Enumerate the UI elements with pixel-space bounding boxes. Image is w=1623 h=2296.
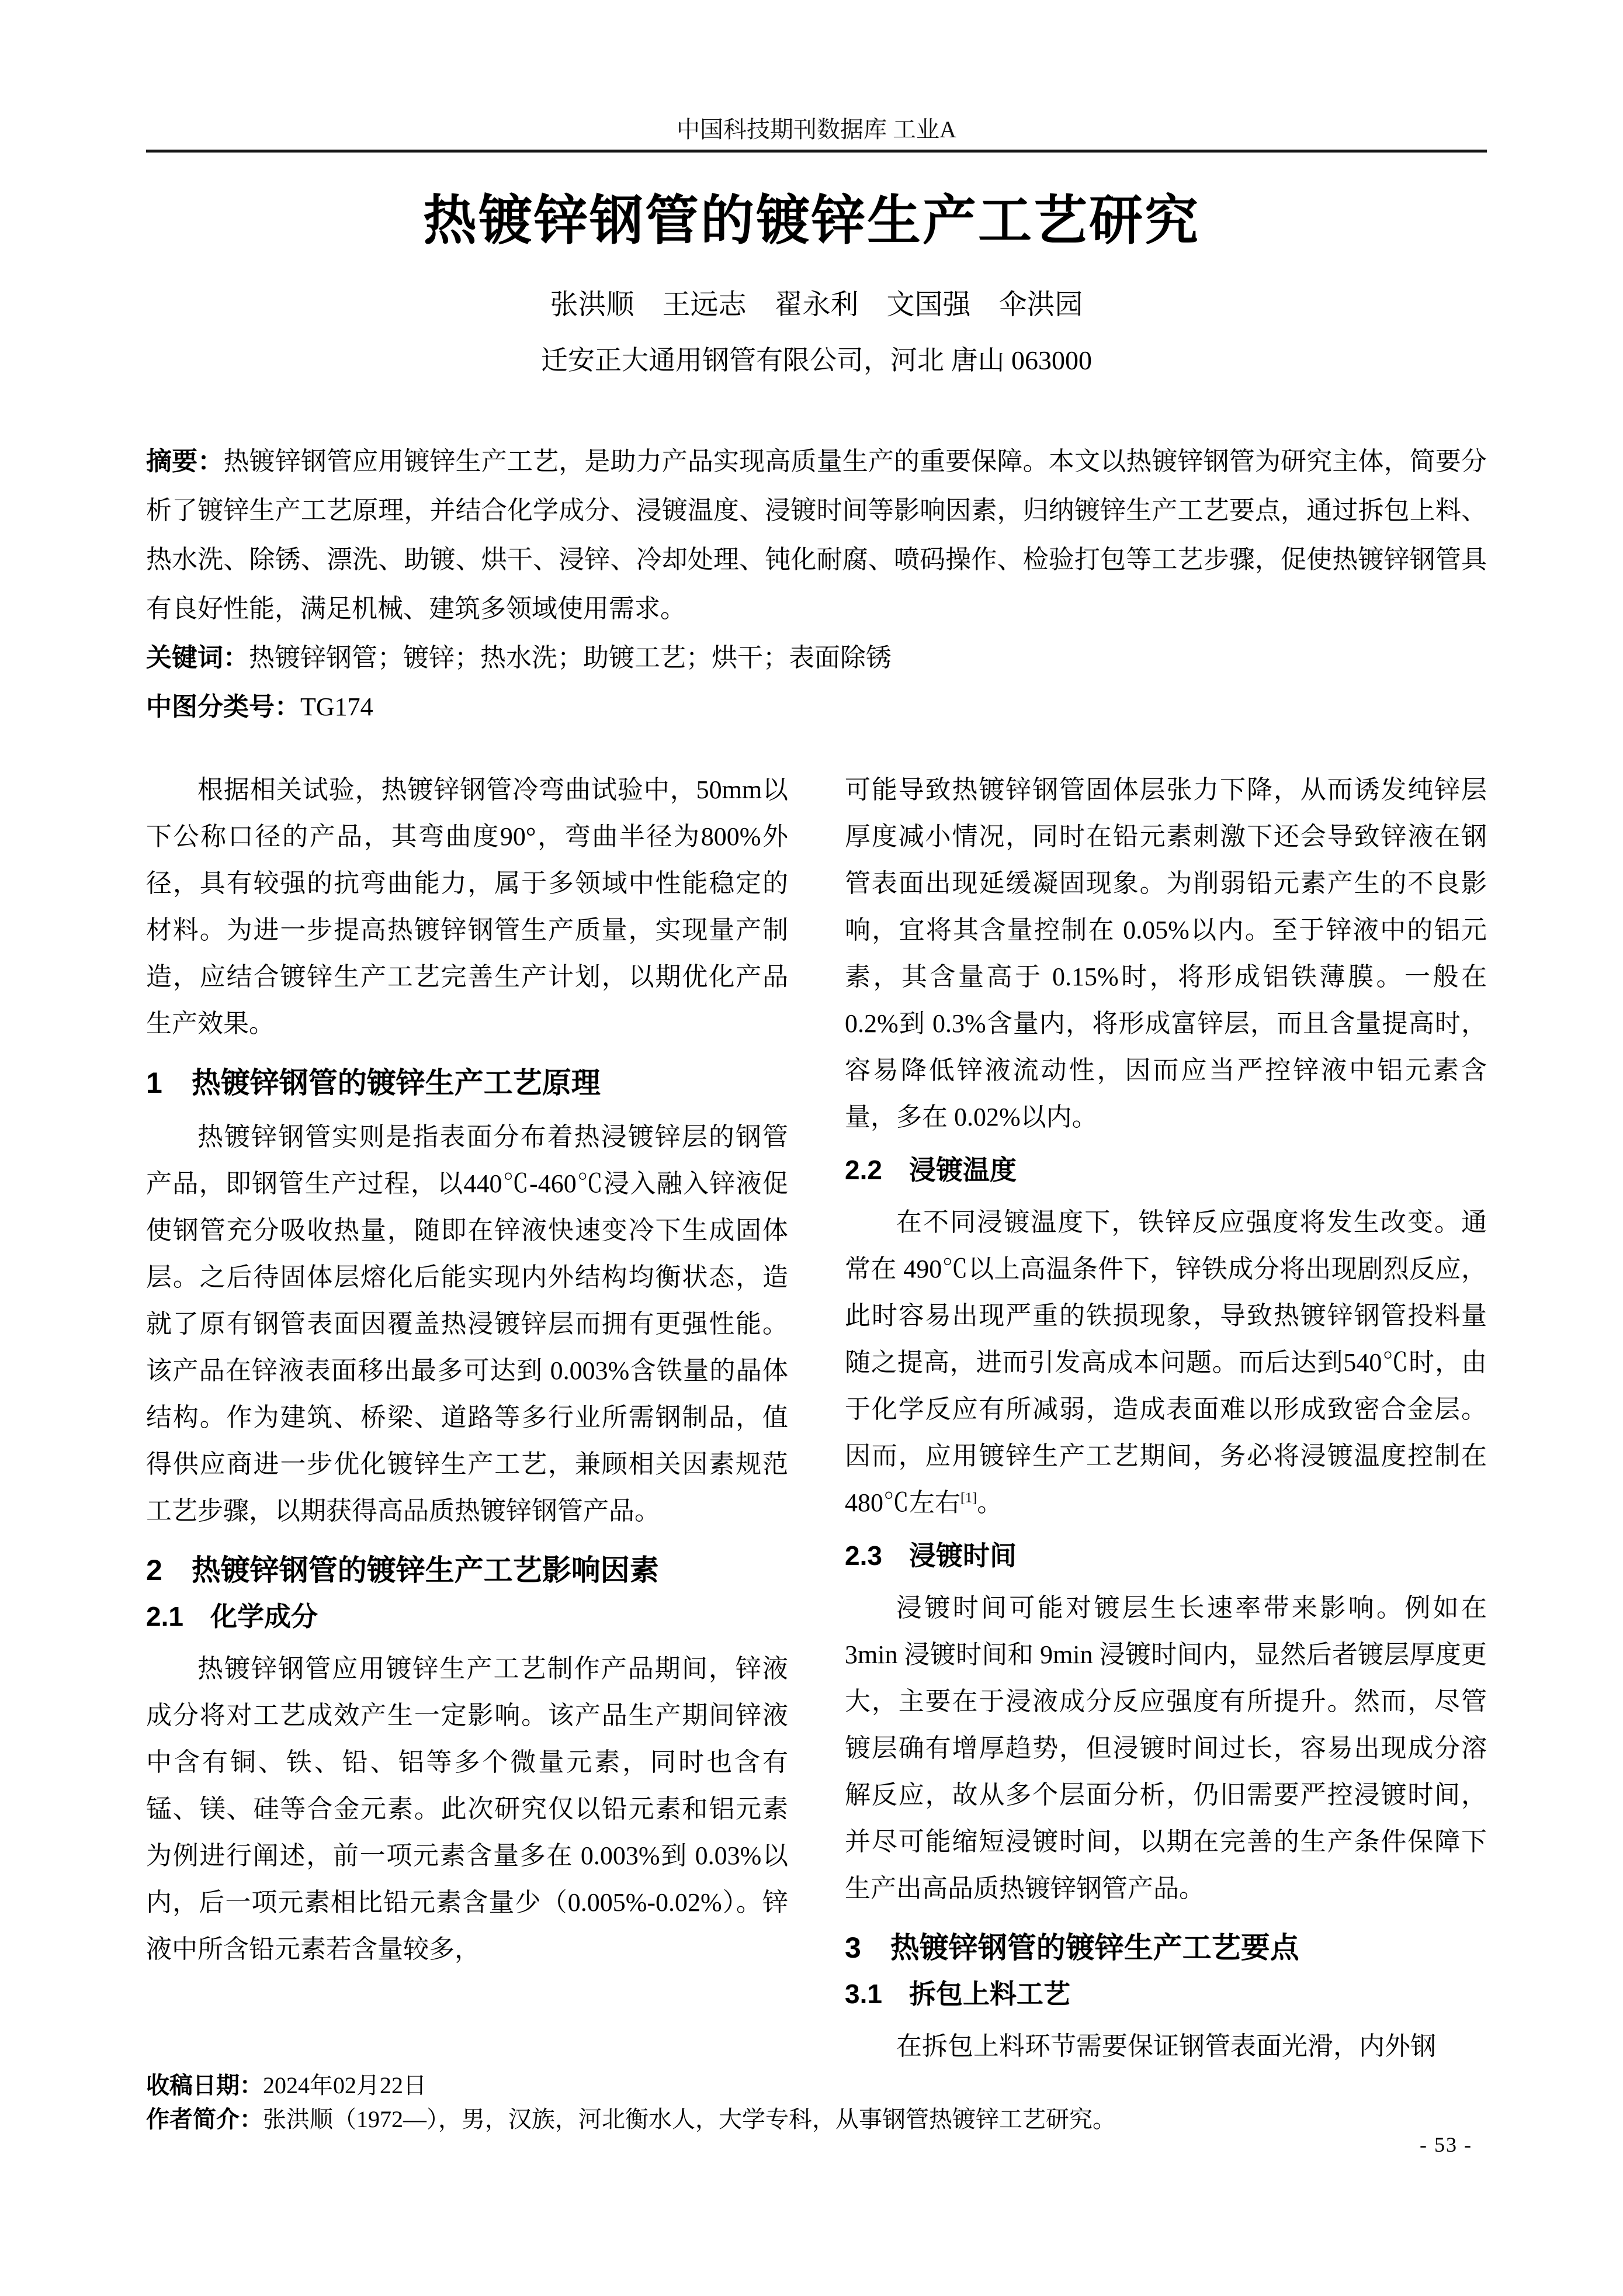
received-date-value: 2024年02月22日: [263, 2072, 426, 2098]
section-2-3-heading: 2.3 浸镀时间: [845, 1540, 1017, 1571]
section-2-2-text-end: 。: [977, 1488, 1003, 1517]
section-2-1-heading: 2.1 化学成分: [146, 1601, 318, 1632]
section-3-heading: 3 热镀锌钢管的镀锌生产工艺要点: [845, 1931, 1299, 1964]
keywords-text: 热镀锌钢管；镀锌；热水洗；助镀工艺；烘干；表面除锈: [249, 643, 892, 672]
footnote-block: [146, 2069, 1487, 2136]
author-bio-line: [146, 2103, 1487, 2136]
clc-label: 中图分类号：: [146, 692, 300, 721]
two-column-body: [146, 767, 1487, 2070]
section-2-2-heading: 2.2 浸镀温度: [845, 1155, 1017, 1185]
section-2-1-paragraph-continued: 可能导致热镀锌钢管固体层张力下降，从而诱发纯锌层厚度减小情况，同时在铅元素刺激下还会导致锌液在钢管表面出现延缓凝固现象。为削弱铅元素产生的不良影响，宜将其含量控制在 0.05%以内。至于锌液中的铝元素，其含量高于 0.15%时，将形成铝铁薄膜。一般在 0.2%到 0.3%含量内，将形成富锌层，而且含量提高时，容易降低锌液流动性，因而应当严控锌液中铝元素含量，多在 0.02%以内。: [845, 775, 1487, 1131]
author-bio-label: 作者简介：: [146, 2107, 263, 2132]
section-2-2-paragraph: [845, 1199, 1487, 1526]
abstract-paragraph: [146, 437, 1487, 633]
abstract-label: 摘要：: [146, 447, 224, 476]
keywords-line: [146, 633, 1487, 683]
journal-header: 中国科技期刊数据库 工业A: [677, 116, 956, 143]
section-2-heading: 2 热镀锌钢管的镀锌生产工艺影响因素: [146, 1554, 659, 1587]
section-3-1-heading: 3.1 拆包上料工艺: [845, 1979, 1070, 2009]
author-affiliation: 迁安正大通用钢管有限公司，河北 唐山 063000: [541, 345, 1092, 375]
section-3-1-paragraph: 在拆包上料环节需要保证钢管表面光滑，内外钢: [896, 2032, 1436, 2060]
clc-text: TG174: [300, 692, 373, 721]
intro-paragraph: 根据相关试验，热镀锌钢管冷弯曲试验中，50mm以下公称口径的产品，其弯曲度90°，弯曲半径为800%外径，具有较强的抗弯曲能力，属于多领域中性能稳定的材料。为进一步提高热镀锌钢管生产质量，实现量产制造，应结合镀锌生产工艺完善生产计划，以期优化产品生产效果。: [146, 775, 788, 1038]
section-1-paragraph: 热镀锌钢管实则是指表面分布着热浸镀锌层的钢管产品，即钢管生产过程，以440℃-460℃浸入融入锌液促使钢管充分吸收热量，随即在锌液快速变冷下生成固体层。之后待固体层熔化后能实现内外结构均衡状态，造就了原有钢管表面因覆盖热浸镀锌层而拥有更强性能。该产品在锌液表面移出最多可达到 0.003%含铁量的晶体结构。作为建筑、桥梁、道路等多行业所需钢制品，值得供应商进一步优化镀锌生产工艺，兼顾相关因素规范工艺步骤，以期获得高品质热镀锌钢管产品。: [146, 1123, 788, 1525]
clc-line: [146, 683, 1487, 732]
section-2-2-text: 在不同浸镀温度下，铁锌反应强度将发生改变。通常在 490℃以上高温条件下，锌铁成分将出现剧烈反应，此时容易出现严重的铁损现象，导致热镀锌钢管投料量随之提高，进而引发高成本问题。而后达到540℃时，由于化学反应有所减弱，造成表面难以形成致密合金层。因而，应用镀锌生产工艺期间，务必将浸镀温度控制在 480℃左右: [845, 1208, 1487, 1517]
author-bio-text: 张洪顺（1972—），男，汉族，河北衡水人，大学专科，从事钢管热镀锌工艺研究。: [263, 2106, 1116, 2132]
section-1-heading: 1 热镀锌钢管的镀锌生产工艺原理: [146, 1066, 601, 1099]
left-column: [146, 767, 788, 2070]
received-date-line: [146, 2069, 1487, 2103]
page-number: - 53 -: [1420, 2133, 1472, 2156]
right-column: [845, 767, 1487, 2070]
header-divider: [146, 150, 1487, 153]
article-meta: [146, 437, 1487, 732]
section-2-3-paragraph: 浸镀时间可能对镀层生长速率带来影响。例如在3min 浸镀时间和 9min 浸镀时间内，显然后者镀层厚度更大，主要在于浸液成分反应强度有所提升。然而，尽管镀层确有增厚趋势，但浸镀时间过长，容易出现成分溶解反应，故从多个层面分析，仍旧需要严控浸镀时间，并尽可能缩短浸镀时间，以期在完善的生产条件保障下生产出高品质热镀锌钢管产品。: [845, 1594, 1487, 1903]
received-date-label: 收稿日期：: [146, 2073, 263, 2098]
paper-title: 热镀锌钢管的镀锌生产工艺研究: [422, 191, 1200, 251]
section-2-1-paragraph: 热镀锌钢管应用镀锌生产工艺制作产品期间，锌液成分将对工艺成效产生一定影响。该产品生产期间锌液中含有铜、铁、铅、铝等多个微量元素，同时也含有锰、镁、硅等合金元素。此次研究仅以铅元素和铝元素为例进行阐述，前一项元素含量多在 0.003%到 0.03%以内，后一项元素相比铅元素含量少（0.005%-0.02%）。锌液中所含铅元素若含量较多，: [146, 1654, 788, 1963]
abstract-text: 热镀锌钢管应用镀锌生产工艺，是助力产品实现高质量生产的重要保障。本文以热镀锌钢管为研究主体，简要分析了镀锌生产工艺原理，并结合化学成分、浸镀温度、浸镀时间等影响因素，归纳镀锌生产工艺要点，通过拆包上料、热水洗、除锈、漂洗、助镀、烘干、浸锌、冷却处理、钝化耐腐、喷码操作、检验打包等工艺步骤，促使热镀锌钢管具有良好性能，满足机械、建筑多领域使用需求。: [146, 447, 1487, 623]
citation-ref-1: [1]: [960, 1490, 977, 1506]
author-list: 张洪顺 王远志 翟永利 文国强 伞洪园: [550, 289, 1083, 320]
keywords-label: 关键词：: [146, 643, 249, 672]
